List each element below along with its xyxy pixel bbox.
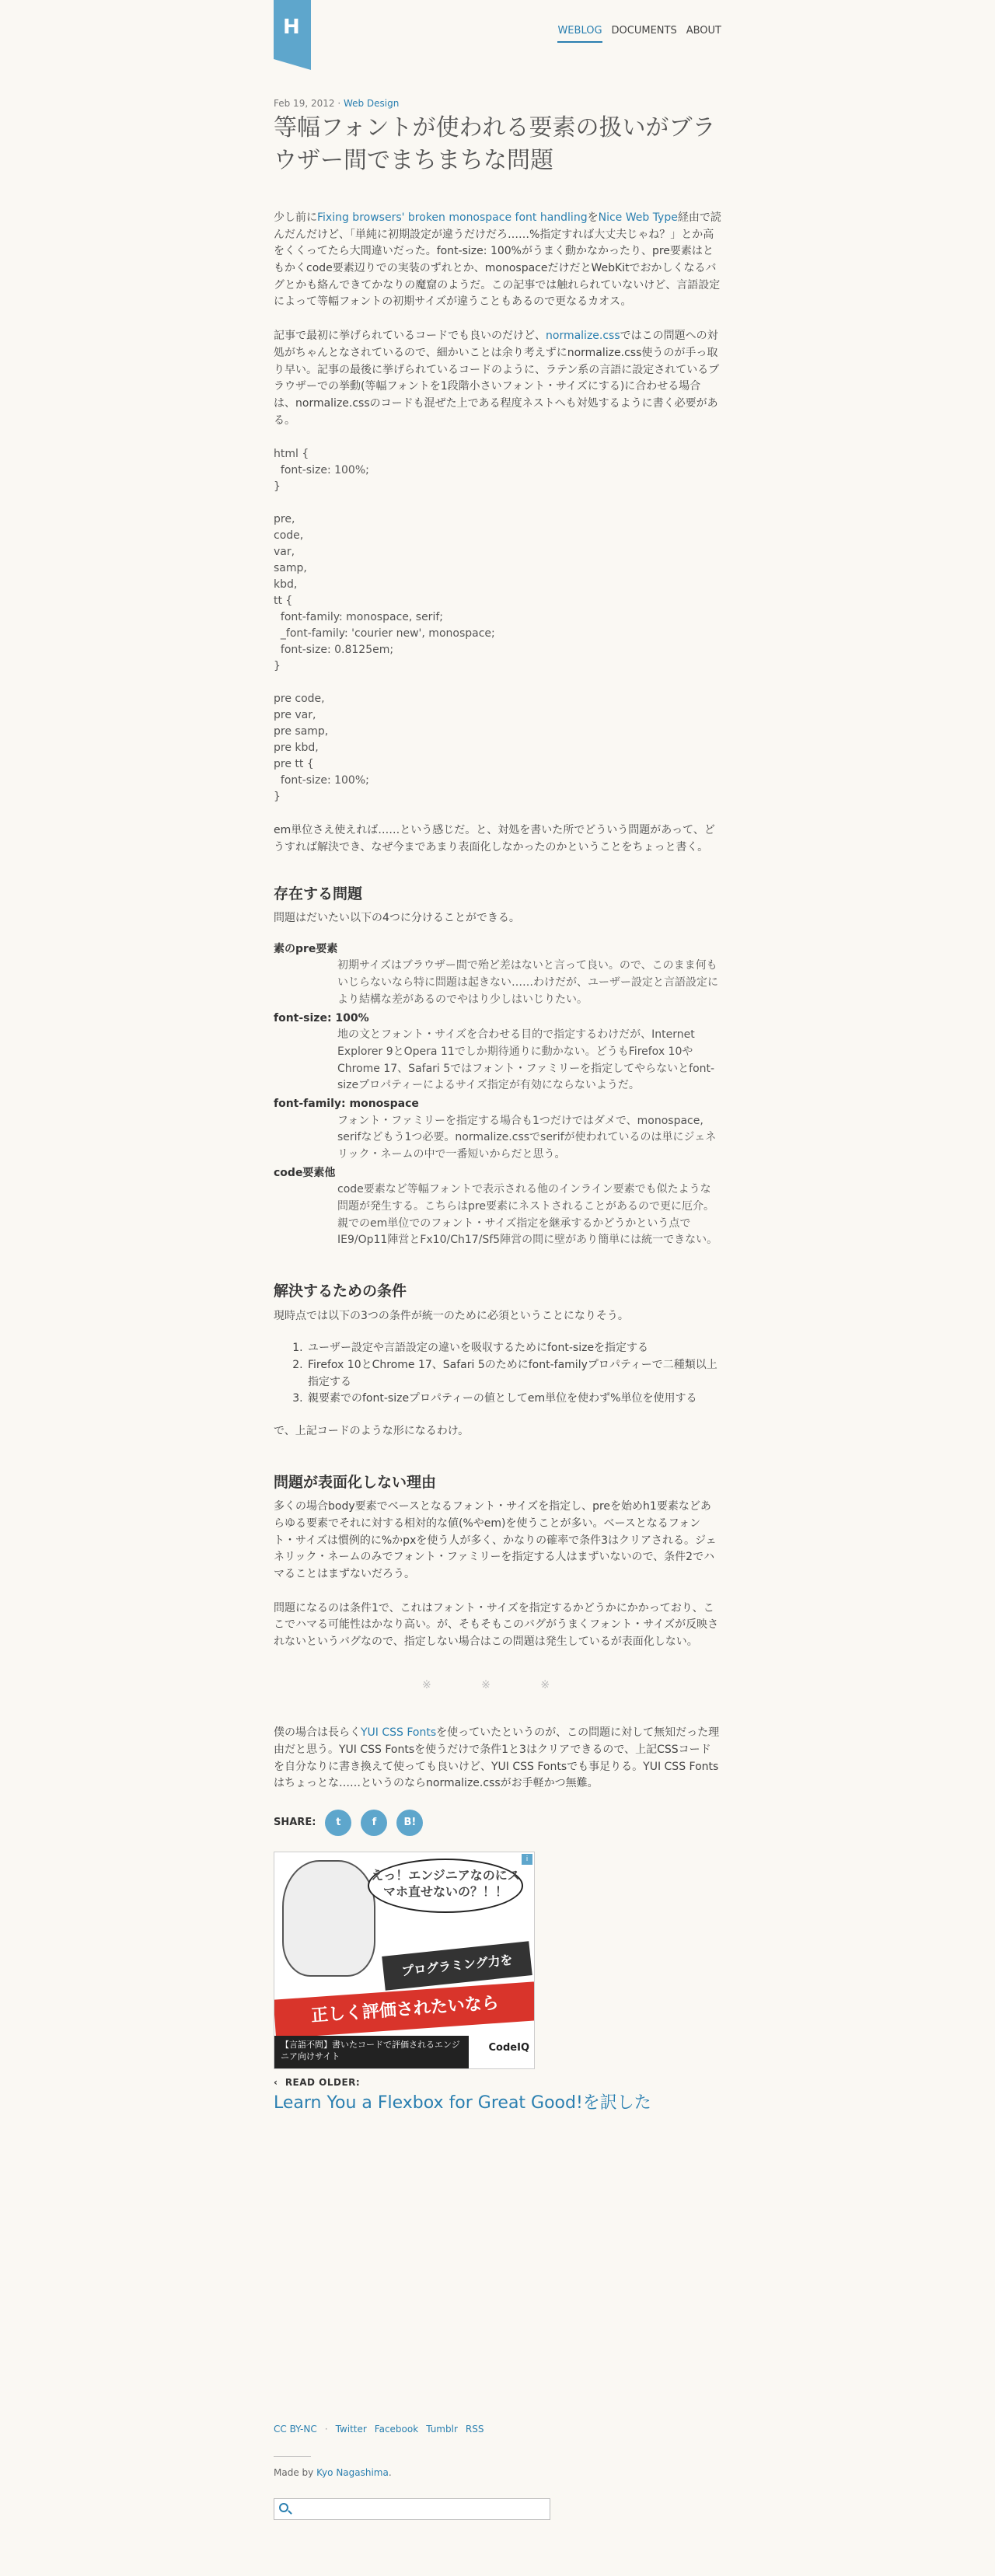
text: ではこの問題への対処がちゃんとなされているので、細かいことは余り考えずにnormalize.css使うのが手っ取り早い。記事の最後に挙げられているコードのように、ラテン系の言語に設定されているブラウザーでの挙動(等幅フォントを1段階小さいフォント・サイズにする)に合わせる場合は、normalize.cssのコードも混ぜた上である程度ネストへも対処するように書く必要がある。 — [274, 330, 720, 427]
post-meta — [274, 96, 399, 111]
made-by — [274, 2466, 392, 2480]
author-link[interactable]: Kyo Nagashima — [316, 2467, 389, 2478]
text: . — [388, 2467, 392, 2478]
text: Made by — [274, 2467, 317, 2478]
text: 経由で読んだんだけど、「単純に初期設定が違うだけだろ……%指定すれば大丈夫じゃね？」とか高をくくってたら大間違いだった。font-size: 100%がうまく動かなかったり、pre要素はともかくcode要素辺りでの実装のずれとか、monospaceだけだとWebKitでおかしくなるバグとかも絡んできてかなりの魔窟のようだ。この記事では触れられていないけど、言語設定によって等幅フォントの初期サイズが違うこともあるので更なるカオス。 — [274, 211, 721, 309]
footer-divider — [274, 2456, 311, 2457]
problem-term: code要素他 — [274, 1166, 336, 1179]
twitter-icon[interactable]: t — [325, 1810, 351, 1836]
problems-intro: 問題はだいたい以下の4つに分けることができる。 — [274, 912, 520, 925]
older-post-link[interactable]: Learn You a Flexbox for Great Good!を訳した — [274, 2093, 651, 2113]
read-older-text: READ OLDER: — [285, 2077, 361, 2089]
read-older-label — [274, 2075, 721, 2090]
search-icon — [279, 2503, 288, 2512]
list-item: 1. ユーザー設定や言語設定の違いを吸収するためにfont-sizeを指定する — [306, 1340, 721, 1357]
problem-term: font-family: monospace — [274, 1097, 419, 1110]
logo-letter: H — [283, 16, 300, 39]
conditions-outro: で、上記コードのような形になるわけ。 — [274, 1425, 470, 1437]
site-logo[interactable] — [274, 0, 311, 59]
post-body — [274, 210, 721, 2117]
arrow-left-icon: ‹ — [274, 2077, 285, 2089]
footer-dot: · — [324, 2424, 328, 2435]
search-box — [274, 2498, 550, 2520]
footer-link-tumblr[interactable]: Tumblr — [426, 2424, 458, 2435]
link-nice-web-type[interactable]: Nice Web Type — [598, 211, 678, 224]
text: 少し前に — [274, 211, 317, 224]
text: を — [587, 211, 599, 224]
hatena-bookmark-icon[interactable]: B! — [396, 1810, 423, 1836]
footer-link-rss[interactable]: RSS — [465, 2424, 484, 2435]
reasons-paragraph-2: 問題になるのは条件1で、これはフォント・サイズを指定するかどうかにかかっており、ここでハマる可能性はかなり高い。が、そもそもこのバグがうまくフォント・サイズが反映されないというバグなので、指定しない場合はこの問題は発生しているが表面化しない。 — [274, 1601, 719, 1648]
list-item: 3. 親要素でのfont-sizeプロパティーの値としてem単位を使わず%単位を使用する — [306, 1391, 721, 1408]
paragraph-normalize — [274, 328, 721, 429]
link-yui-css-fonts[interactable]: YUI CSS Fonts — [361, 1726, 437, 1740]
code-block: html { font-size: 100%; } pre, code, var, samp, kbd, tt { font-family: monospace, serif; _font-family: 'courier new', monospace; font-size: 0.8125em; } pre code, pre var, pre samp, pre kbd, pre tt { font-size: 100%; } — [274, 448, 495, 804]
ad-brand: CodeIQ — [488, 2042, 529, 2054]
footer-link-twitter[interactable]: Twitter — [335, 2424, 367, 2435]
text: 記事で最初に挙げられているコードでも良いのだけど、 — [274, 330, 546, 343]
link-fixing-browsers[interactable]: Fixing browsers' broken monospace font handling — [317, 211, 588, 224]
post-title: 等幅フォントが使われる要素の扱いがブラウザー間でまちまちな問題 — [274, 114, 716, 174]
nav-weblog[interactable]: WEBLOG — [557, 23, 602, 43]
conditions-intro: 現時点では以下の3つの条件が統一のために必須ということになりそう。 — [274, 1309, 629, 1322]
ad-footer-text: 【言語不問】書いたコードで評価されるエンジニア向けサイト — [274, 2036, 469, 2069]
paragraph-intro — [274, 210, 721, 311]
share-label: SHARE: — [274, 1816, 316, 1828]
text: を使っていたというのが、この問題に対して無知だった理由だと思う。YUI CSS Fontsを使うだけで条件1と3はクリアできるので、上記CSSコードを自分なりに書き換えて使っても良いけど、YUI CSS Fontsでも事足りる。YUI CSS Fontsはちょっとな……というのならnormalize.cssがお手軽かつ無難。 — [274, 1726, 720, 1790]
ad-band-dark: プログラミング力を — [382, 1941, 532, 1991]
problem-desc: フォント・ファミリーを指定する場合も1つだけではダメで、monospace, serifなどもう1つ必要。normalize.cssでserifが使われているのは単にジェネリック・ネームの中で一番短いからだと思う。 — [337, 1114, 717, 1161]
heading-conditions: 解決するための条件 — [274, 1283, 407, 1300]
problem-list — [274, 941, 721, 1249]
post-category-link[interactable]: Web Design — [343, 98, 400, 109]
conditions-list — [306, 1340, 721, 1408]
ad-info-icon[interactable]: i — [522, 1854, 532, 1865]
post-date: Feb 19, 2012 — [274, 98, 335, 109]
main-nav — [557, 23, 721, 43]
ad-banner[interactable] — [274, 1852, 535, 2069]
ad-illustration — [282, 1860, 375, 1977]
problem-desc: 地の文とフォント・サイズを合わせる目的で指定するわけだが、Internet Explorer 9とOpera 11でしか期待通りに動かない。どうもFirefox 10やChrome 17、Safari 5ではフォント・ファミリーを指定してやらないとfont-sizeプロパティーによるサイズ指定が有効にならないようだ。 — [337, 1028, 715, 1092]
problem-desc: code要素など等幅フォントで表示される他のインライン要素でも似たような問題が発生する。こちらはpre要素にネストされることがあるので更に厄介。親でのem単位でのフォント・サイズ指定を継承するかどうかという点でIE9/Op11陣営とFx10/Ch17/Sf5陣営の間に壁があり簡単には統一できない。 — [337, 1183, 718, 1247]
problem-term: 素のpre要素 — [274, 942, 338, 955]
nav-about[interactable]: ABOUT — [686, 25, 721, 37]
link-normalize-css[interactable]: normalize.css — [546, 330, 620, 343]
footer-link-license[interactable]: CC BY-NC — [274, 2424, 317, 2435]
problem-desc: 初期サイズはブラウザー間で殆ど差はないと言って良い。ので、このまま何もいじらないなら特に問題は起きない……わけだが、ユーザー設定と言語設定により結構な差があるのでやはり少しはいじりたい。 — [337, 959, 718, 1006]
meta-separator: · — [334, 98, 344, 109]
footer-links — [274, 2422, 484, 2437]
problem-term: font-size: 100% — [274, 1011, 369, 1024]
facebook-icon[interactable]: f — [361, 1810, 387, 1836]
reasons-paragraph-1: 多くの場合body要素でベースとなるフォント・サイズを指定し、preを始めh1要素などあらゆる要素でそれに対する相対的な値(%やem)を使うことが多い。ベースとなるフォント・サイズは慣例的に%かpxを使う人が多く、かなりの確率で条件3はクリアされる。ジェネリック・ネームのみでフォント・ファミリーを指定する人はまずいないので、条件2でハマることはまずないだろう。 — [274, 1500, 717, 1580]
heading-problems: 存在する問題 — [274, 885, 363, 902]
footer-link-facebook[interactable]: Facebook — [374, 2424, 419, 2435]
section-separator: ※ ※ ※ — [421, 1678, 574, 1691]
nav-documents[interactable]: DOCUMENTS — [611, 25, 677, 37]
share-bar — [274, 1810, 721, 1836]
paragraph-em: em単位さえ使えれば……という感じだ。と、対処を書いた所でどういう問題があって、どうすれば解決でき、なぜ今まであまり表面化しなかったのかということをちょっと書く。 — [274, 824, 715, 853]
ad-band-red: 正しく評価されたいなら — [274, 1981, 535, 2038]
search-input[interactable] — [295, 2501, 543, 2517]
text: 僕の場合は長らく — [274, 1726, 361, 1740]
list-item: 2. Firefox 10とChrome 17、Safari 5のためにfont-familyプロパティーで二種類以上指定する — [306, 1357, 721, 1391]
paragraph-closing — [274, 1725, 721, 1792]
heading-reasons: 問題が表面化しない理由 — [274, 1473, 437, 1491]
ad-speech-bubble: えっ！エンジニアなのにスマホ直せないの？！！ — [368, 1859, 523, 1913]
